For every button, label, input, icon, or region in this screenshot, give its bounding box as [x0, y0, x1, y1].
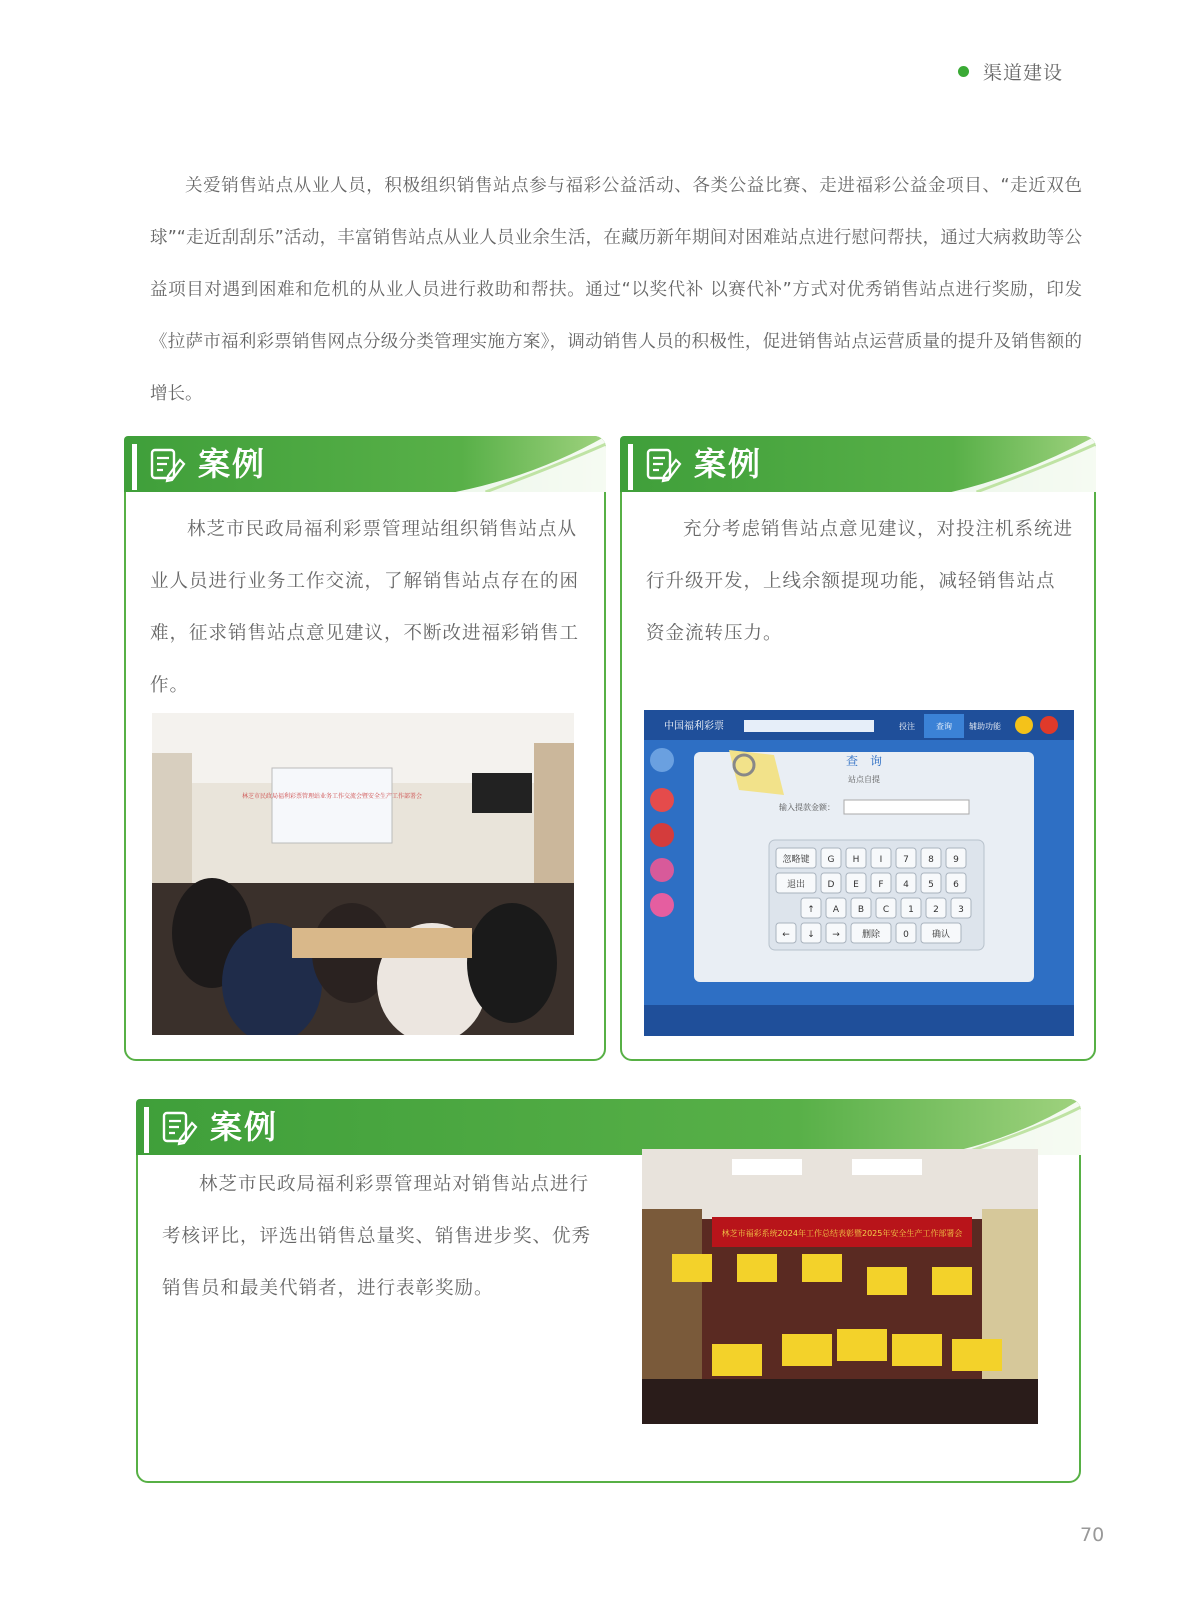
case-header — [124, 436, 606, 492]
keypad-key-label: C — [882, 905, 890, 915]
header-accent-bar — [144, 1107, 149, 1153]
case-text — [646, 504, 1074, 660]
case-paragraph: 林芝市民政局福利彩票管理站组织销售站点从业人员进行业务工作交流，了解销售站点存在的困难，征求销售站点意见建议，不断改进福彩销售工作。 — [150, 519, 580, 696]
section-header — [958, 58, 1063, 85]
case-card-1 — [124, 436, 606, 1061]
keypad-key-label: 确认 — [931, 930, 951, 940]
keypad-key-label: 0 — [903, 930, 909, 940]
case-paragraph: 林芝市民政局福利彩票管理站对销售站点进行考核评比，评选出销售总量奖、销售进步奖、优秀销售员和最美代销者，进行表彰奖励。 — [162, 1174, 592, 1299]
note-edit-icon — [644, 446, 682, 484]
keypad-key-label: 6 — [953, 880, 959, 890]
keypad-key-label: 3 — [958, 905, 964, 915]
case-label: 案例 — [210, 1108, 279, 1146]
keypad-key-label: 8 — [928, 855, 934, 865]
keypad-key-label: 退出 — [786, 880, 806, 890]
terminal-tab-bet: 投注 — [899, 722, 915, 731]
keypad-key-label: E — [853, 880, 859, 890]
terminal-tab-aux: 辅助功能 — [969, 722, 1001, 731]
terminal-screenshot — [644, 710, 1074, 1036]
keypad-key-label: 4 — [903, 880, 909, 890]
terminal-tab-query: 查询 — [936, 722, 952, 731]
case-header — [136, 1099, 1081, 1155]
keypad-key-label: 2 — [933, 905, 939, 915]
note-edit-icon — [148, 446, 186, 484]
keypad-key-label: F — [878, 880, 884, 890]
case-card-3 — [136, 1099, 1081, 1483]
ceremony-banner: 林芝市福彩系统2024年工作总结表彰暨2025年安全生产工作部署会 — [721, 1229, 963, 1238]
projector-title: 林芝市民政局福利彩票管理站业务工作交流会暨安全生产工作部署会 — [241, 793, 423, 800]
keypad-key-label: 5 — [928, 880, 934, 890]
header-accent-bar — [132, 444, 137, 490]
keypad-key-label: G — [827, 855, 835, 865]
case-label: 案例 — [198, 445, 267, 483]
keypad-key-label: H — [852, 855, 860, 865]
keypad-key-label: B — [857, 905, 865, 915]
intro-paragraph: 关爱销售站点从业人员，积极组织销售站点参与福彩公益活动、各类公益比赛、走进福彩公益金项目、“走近双色球”“走近刮刮乐”活动，丰富销售站点从业人员业余生活，在藏历新年期间对困难站点进行慰问帮扶，通过大病救助等公益项目对遇到困难和危机的从业人员进行救助和帮扶。通过“以奖代补 以赛代补”方式对优秀销售站点进行奖励，印发《拉萨市福利彩票销售网点分级分类管理实施方案》，调动销售人员的积极性，促进销售站点运营质量的提升及销售额的增长。 — [150, 176, 1082, 404]
section-title: 渠道建设 — [983, 62, 1064, 84]
panel-title: 查 询 — [845, 754, 883, 768]
meeting-photo — [152, 713, 574, 1035]
keypad-key-label: I — [879, 855, 883, 865]
keypad-key-label: ← — [782, 930, 790, 940]
amount-label: 输入提款金额： — [779, 803, 835, 812]
keypad-key-label: A — [832, 905, 840, 915]
note-edit-icon — [160, 1109, 198, 1147]
panel-subtitle: 站点自提 — [848, 775, 880, 784]
terminal-logo: 中国福利彩票 — [664, 721, 724, 732]
case-card-2 — [620, 436, 1096, 1061]
award-ceremony-photo — [642, 1149, 1038, 1424]
keypad-key-label: 1 — [908, 905, 914, 915]
case-paragraph: 充分考虑销售站点意见建议，对投注机系统进行升级开发，上线余额提现功能，减轻销售站点资金流转压力。 — [646, 519, 1074, 644]
keypad-key-label: 删除 — [861, 930, 881, 940]
keypad-key-label: D — [827, 880, 835, 890]
keypad-key-label: → — [832, 930, 840, 940]
case-text — [162, 1159, 602, 1315]
page-number: 70 — [1080, 1524, 1105, 1546]
intro-text — [150, 160, 1082, 420]
keypad-key-label: ↓ — [807, 930, 815, 940]
bullet-dot-icon — [958, 66, 969, 77]
header-accent-bar — [628, 444, 633, 490]
case-header — [620, 436, 1096, 492]
keypad-key-label: 忽略键 — [782, 855, 810, 865]
case-text — [150, 504, 582, 712]
case-label: 案例 — [694, 445, 763, 483]
keypad-key-label: 9 — [953, 855, 959, 865]
keypad-key-label: ↑ — [807, 905, 815, 915]
keypad-key-label: 7 — [903, 855, 909, 865]
